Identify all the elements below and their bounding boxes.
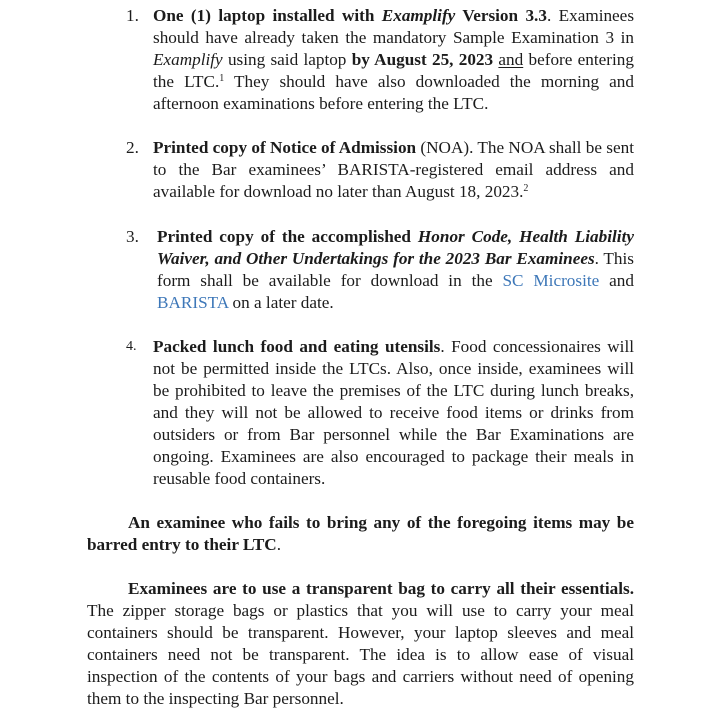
list-item-packed-lunch bbox=[126, 336, 634, 490]
item-number: 1. bbox=[126, 6, 139, 25]
app-name: Examplify bbox=[381, 6, 456, 25]
app-version: Version 3.3 bbox=[455, 6, 547, 25]
item-text: (NOA). The NOA shall be sent to the Bar examinees’ BARISTA-registered email address and available for download no later than August 18, 2023. bbox=[153, 138, 634, 201]
item-text: using said laptop bbox=[222, 50, 352, 69]
item-body bbox=[153, 336, 634, 490]
item-number: 4. bbox=[126, 339, 137, 354]
app-name-italic: Examplify bbox=[153, 50, 223, 69]
paragraph-text: . bbox=[276, 535, 281, 554]
item-text: They should have also downloaded the morning and afternoon examinations before entering the LTC. bbox=[153, 72, 634, 113]
footnote-ref-1[interactable]: 1 bbox=[219, 73, 225, 84]
item-number: 2. bbox=[126, 138, 139, 157]
paragraph-transparent-bag bbox=[87, 578, 634, 710]
item-text: and bbox=[599, 271, 634, 290]
list-item-notice-of-admission bbox=[126, 137, 634, 203]
item-lead: One (1) laptop installed with bbox=[153, 6, 382, 25]
list-item-honor-code bbox=[126, 226, 634, 314]
item-lead: Packed lunch food and eating utensils bbox=[153, 337, 441, 356]
list-item-laptop bbox=[126, 5, 634, 115]
paragraph-text: The zipper storage bags or plastics that you will use to carry your meal containers should be transparent. However, your laptop sleeves and meal containers need not be transparent. The idea is to allow ease of visual inspection of the contents of your bags and carriers without need of opening them to the inspecting Bar personnel. bbox=[87, 601, 634, 708]
item-text: on a later date. bbox=[228, 293, 334, 312]
paragraph-bold: Examinees are to use a transparent bag to carry all their essentials. bbox=[128, 579, 634, 598]
paragraph-bold: An examinee who fails to bring any of the foregoing items may be barred entry to their LTC bbox=[87, 513, 634, 554]
item-text: before entering the LTC. bbox=[153, 50, 634, 91]
item-lead: Printed copy of Notice of Admission bbox=[153, 138, 417, 157]
item-text: . Food concessionaires will not be permitted inside the LTCs. Also, once inside, examinees will be prohibited to leave the premises of the LTC during lunch breaks, and they will not be allowed to receive food items or drinks from outsiders or from Bar personnel while the Bar Examinations are ongoing. Examinees are also encouraged to package their meals in reusable food containers. bbox=[153, 337, 634, 488]
item-body bbox=[153, 137, 634, 203]
item-text: . Examinees should have already taken the mandatory Sample Examination 3 in bbox=[153, 6, 635, 47]
footnote-ref-2[interactable]: 2 bbox=[523, 183, 529, 194]
item-lead: Printed copy of the accomplished bbox=[157, 227, 418, 246]
form-title: Honor Code, Health Liability Waiver, and Other Undertakings for the 2023 Bar Examinees bbox=[157, 227, 634, 268]
item-body bbox=[153, 5, 634, 115]
underlined-and: and bbox=[498, 50, 524, 69]
item-text: . This form shall be available for download in the bbox=[157, 249, 634, 290]
paragraph-barred-entry bbox=[87, 512, 634, 556]
item-number: 3. bbox=[126, 227, 139, 246]
sc-microsite-link[interactable]: SC Microsite bbox=[502, 271, 600, 290]
deadline-date: by August 25, 2023 bbox=[351, 50, 494, 69]
barista-link[interactable]: BARISTA bbox=[157, 293, 229, 312]
item-body bbox=[157, 226, 634, 314]
